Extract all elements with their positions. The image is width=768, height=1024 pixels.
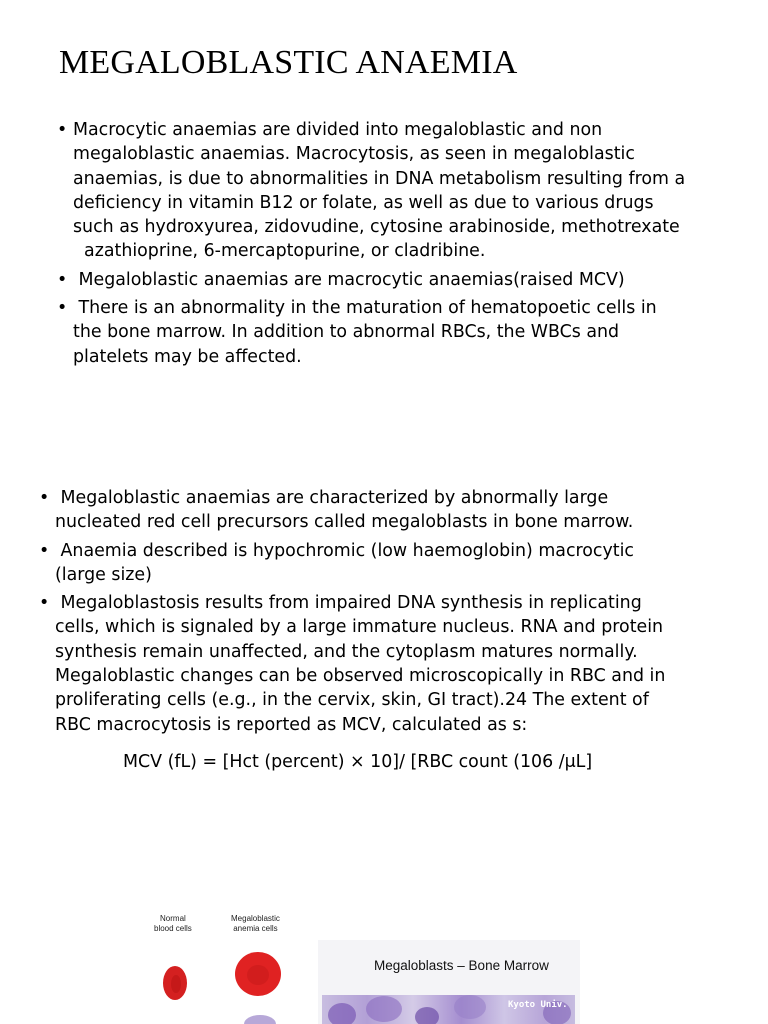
text-line: synthesis remain unaffected, and the cytoplasm matures normally. bbox=[55, 641, 638, 662]
text-line: proliferating cells (e.g., in the cervix, skin, GI tract).24 The extent of bbox=[55, 690, 649, 711]
bullet-marker: • bbox=[57, 298, 68, 319]
intro-bullet-list bbox=[57, 118, 737, 369]
bullet-marker: • bbox=[39, 488, 50, 508]
bullet-text bbox=[55, 539, 634, 588]
text-line: the bone marrow. In addition to abnormal RBCs, the WBCs and bbox=[73, 322, 620, 343]
bullet-item bbox=[39, 486, 739, 535]
text-line: Megaloblastosis results from impaired DNA synthesis in replicating bbox=[55, 593, 642, 614]
text-line: Megaloblastic changes can be observed microscopically in RBC and in bbox=[55, 666, 666, 687]
text-line: Megaloblastic anaemias are characterized by abnormally large bbox=[55, 488, 609, 508]
text-line: such as hydroxyurea, zidovudine, cytosine arabinoside, methotrexate bbox=[73, 217, 680, 238]
bullet-text bbox=[73, 296, 657, 369]
page-title: MEGALOBLASTIC ANAEMIA bbox=[59, 44, 518, 81]
text-line: azathioprine, 6-mercaptopurine, or cladribine. bbox=[73, 241, 486, 262]
bullet-item bbox=[57, 296, 737, 369]
bullet-item bbox=[39, 539, 739, 588]
normal-cells-label: Normal blood cells bbox=[154, 914, 192, 933]
text-line: nucleated red cell precursors called megaloblasts in bone marrow. bbox=[55, 512, 634, 533]
blood-cells-illustration bbox=[150, 944, 310, 1024]
bullet-item bbox=[57, 118, 737, 264]
megaloblastic-purple-cell bbox=[244, 1015, 276, 1024]
bullet-text bbox=[73, 118, 685, 264]
bullet-marker: • bbox=[57, 269, 68, 290]
bullet-marker: • bbox=[39, 593, 50, 614]
bullet-item bbox=[39, 591, 739, 737]
text-line: There is an abnormality in the maturation of hematopoetic cells in bbox=[73, 298, 657, 319]
bullet-marker: • bbox=[57, 120, 68, 140]
bullet-marker: • bbox=[39, 540, 50, 561]
bullet-text bbox=[55, 486, 633, 535]
text-line: megaloblastic anaemias. Macrocytosis, as seen in megaloblastic bbox=[73, 144, 635, 165]
megaloblastic-cells-label: Megaloblastic anemia cells bbox=[231, 914, 280, 933]
bullet-text bbox=[73, 268, 625, 292]
bullet-item bbox=[57, 268, 737, 292]
kyoto-watermark: Kyoto Univ. bbox=[508, 1000, 568, 1010]
details-bullet-list bbox=[39, 486, 739, 737]
text-line: RBC macrocytosis is reported as MCV, calculated as s: bbox=[55, 714, 528, 735]
text-line: Anaemia described is hypochromic (low haemoglobin) macrocytic bbox=[55, 540, 634, 561]
text-line: Megaloblastic anaemias are macrocytic anaemias(raised MCV) bbox=[73, 269, 625, 290]
text-line: anaemias, is due to abnormalities in DNA metabolism resulting from a bbox=[73, 168, 686, 189]
mcv-formula: MCV (fL) = [Hct (percent) × 10]/ [RBC count (106 /μL] bbox=[123, 752, 593, 772]
bullet-text bbox=[55, 591, 665, 737]
text-line: deficiency in vitamin B12 or folate, as well as due to various drugs bbox=[73, 192, 654, 213]
text-line: cells, which is signaled by a large immature nucleus. RNA and protein bbox=[55, 617, 664, 638]
bone-marrow-figure-title: Megaloblasts – Bone Marrow bbox=[374, 958, 549, 973]
text-line: platelets may be affected. bbox=[73, 346, 302, 367]
text-line: (large size) bbox=[55, 564, 152, 585]
text-line: Macrocytic anaemias are divided into megaloblastic and non bbox=[73, 120, 603, 140]
